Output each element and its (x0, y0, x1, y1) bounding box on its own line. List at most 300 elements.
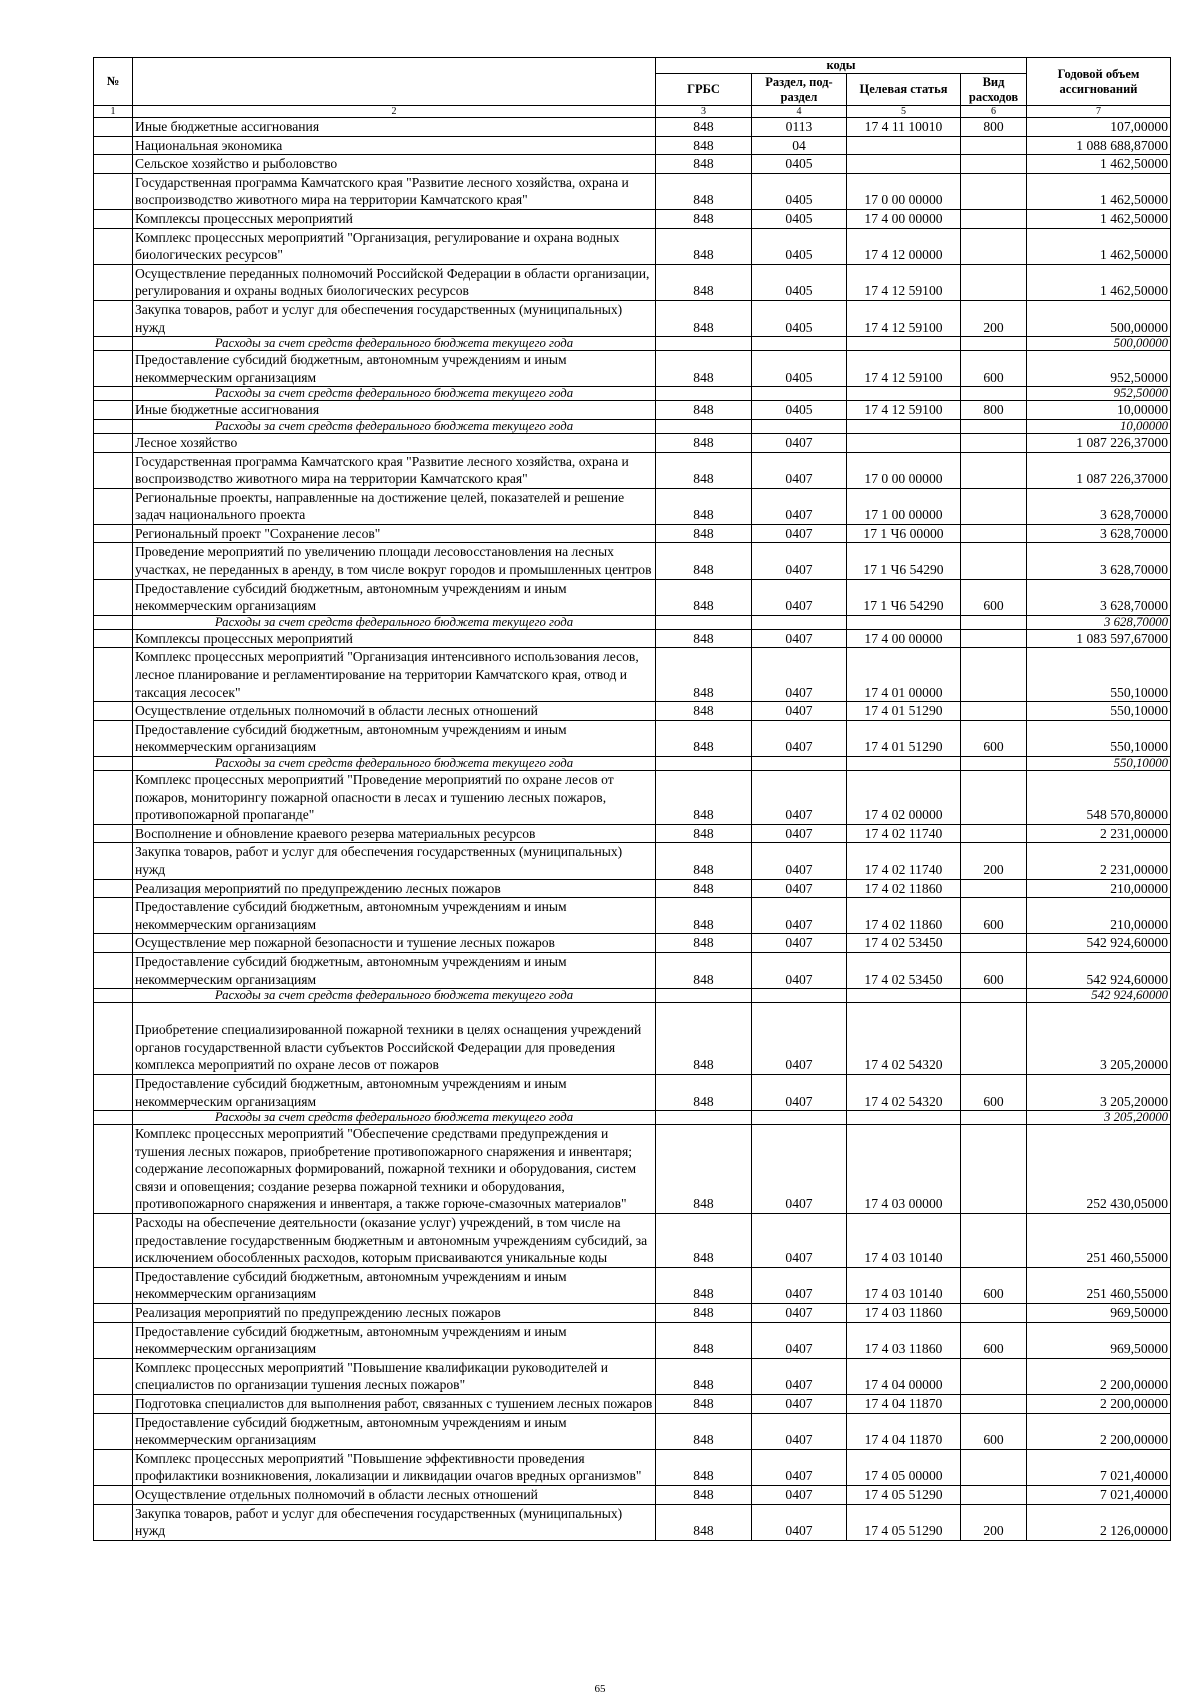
kind-cell: 800 (961, 401, 1027, 420)
section-cell: 0407 (752, 898, 847, 934)
amount-cell: 952,50000 (1027, 387, 1171, 401)
grbs-cell: 848 (656, 824, 752, 843)
table-row (94, 843, 1171, 879)
kind-cell (961, 702, 1027, 721)
section-cell: 0407 (752, 543, 847, 579)
grbs-cell (656, 757, 752, 771)
section-cell: 0405 (752, 228, 847, 264)
row-name-cell: Лесное хозяйство (133, 433, 656, 452)
amount-cell: 1 462,50000 (1027, 173, 1171, 209)
federal-funds-row (94, 757, 1171, 771)
section-cell: 0407 (752, 1395, 847, 1414)
section-cell: 0407 (752, 629, 847, 648)
table-row (94, 934, 1171, 953)
row-name-cell: Государственная программа Камчатского края "Развитие лесного хозяйства, охрана и воспроизводство животного мира на территории Камчатского края" (133, 173, 656, 209)
target-cell: 17 4 03 10140 (847, 1214, 961, 1268)
table-row (94, 300, 1171, 336)
amount-cell: 7 021,40000 (1027, 1485, 1171, 1504)
target-cell: 17 4 12 59100 (847, 401, 961, 420)
kind-cell: 600 (961, 952, 1027, 988)
grbs-cell: 848 (656, 173, 752, 209)
table-row (94, 629, 1171, 648)
table-row (94, 136, 1171, 155)
amount-cell: 542 924,60000 (1027, 934, 1171, 953)
section-cell (752, 989, 847, 1003)
header-section: Раздел, под-раздел (752, 74, 847, 106)
amount-cell: 3 205,20000 (1027, 1074, 1171, 1110)
row-num-cell (94, 648, 133, 702)
amount-cell: 1 088 688,87000 (1027, 136, 1171, 155)
target-cell: 17 4 12 00000 (847, 228, 961, 264)
kind-cell: 600 (961, 579, 1027, 615)
table-row (94, 524, 1171, 543)
row-num-cell (94, 300, 133, 336)
row-num-cell (94, 1214, 133, 1268)
amount-cell: 2 200,00000 (1027, 1395, 1171, 1414)
grbs-cell: 848 (656, 1003, 752, 1075)
section-cell: 0407 (752, 1449, 847, 1485)
section-cell (752, 615, 847, 629)
grbs-cell: 848 (656, 264, 752, 300)
section-cell: 0407 (752, 433, 847, 452)
row-num-cell (94, 1267, 133, 1303)
grbs-cell: 848 (656, 228, 752, 264)
section-cell: 04 (752, 136, 847, 155)
target-cell: 17 4 12 59100 (847, 351, 961, 387)
section-cell: 0407 (752, 702, 847, 721)
row-name-cell: Закупка товаров, работ и услуг для обеспечения государственных (муниципальных) нужд (133, 843, 656, 879)
table-row (94, 1504, 1171, 1540)
row-name-cell: Осуществление мер пожарной безопасности и тушение лесных пожаров (133, 934, 656, 953)
grbs-cell: 848 (656, 524, 752, 543)
row-name-cell: Предоставление субсидий бюджетным, автономным учреждениям и иным некоммерческим организациям (133, 1322, 656, 1358)
kind-cell (961, 155, 1027, 174)
table-row (94, 1074, 1171, 1110)
row-name-cell: Осуществление отдельных полномочий в области лесных отношений (133, 1485, 656, 1504)
amount-cell: 550,10000 (1027, 702, 1171, 721)
section-cell: 0113 (752, 118, 847, 137)
row-name-cell: Предоставление субсидий бюджетным, автономным учреждениям и иным некоммерческим организациям (133, 1413, 656, 1449)
section-cell: 0407 (752, 1358, 847, 1394)
row-num-cell (94, 952, 133, 988)
target-cell: 17 0 00 00000 (847, 173, 961, 209)
row-num-cell (94, 1358, 133, 1394)
row-num-cell (94, 452, 133, 488)
section-cell: 0407 (752, 1214, 847, 1268)
amount-cell: 10,00000 (1027, 401, 1171, 420)
section-cell: 0407 (752, 524, 847, 543)
table-row (94, 1267, 1171, 1303)
row-num-cell (94, 1449, 133, 1485)
kind-cell (961, 543, 1027, 579)
section-cell: 0407 (752, 1485, 847, 1504)
grbs-cell: 848 (656, 1358, 752, 1394)
amount-cell: 550,10000 (1027, 757, 1171, 771)
kind-cell (961, 387, 1027, 401)
amount-cell: 1 462,50000 (1027, 209, 1171, 228)
row-name-cell: Расходы за счет средств федерального бюджета текущего года (133, 387, 656, 401)
target-cell: 17 1 Ч6 54290 (847, 579, 961, 615)
table-row (94, 209, 1171, 228)
kind-cell (961, 452, 1027, 488)
row-num-cell (94, 387, 133, 401)
table-row (94, 1003, 1171, 1075)
row-name-cell: Комплекс процессных мероприятий "Проведение мероприятий по охране лесов от пожаров, мониторингу пожарной опасности в лесах и тушению лесных пожаров, противопожарной пропаганде" (133, 771, 656, 825)
table-row (94, 351, 1171, 387)
target-cell (847, 615, 961, 629)
amount-cell: 251 460,55000 (1027, 1267, 1171, 1303)
grbs-cell (656, 337, 752, 351)
row-num-cell (94, 337, 133, 351)
budget-table-body (94, 118, 1171, 1541)
grbs-cell: 848 (656, 934, 752, 953)
section-cell: 0405 (752, 264, 847, 300)
amount-cell: 2 231,00000 (1027, 843, 1171, 879)
target-cell (847, 419, 961, 433)
kind-cell (961, 1449, 1027, 1485)
row-name-cell: Восполнение и обновление краевого резерва материальных ресурсов (133, 824, 656, 843)
table-row (94, 579, 1171, 615)
row-num-cell (94, 879, 133, 898)
grbs-cell: 848 (656, 771, 752, 825)
amount-cell: 3 628,70000 (1027, 524, 1171, 543)
header-target: Целевая статья (847, 74, 961, 106)
amount-cell: 1 083 597,67000 (1027, 629, 1171, 648)
section-cell (752, 337, 847, 351)
section-cell: 0407 (752, 579, 847, 615)
amount-cell: 550,10000 (1027, 648, 1171, 702)
amount-cell: 1 462,50000 (1027, 228, 1171, 264)
target-cell: 17 4 05 51290 (847, 1485, 961, 1504)
target-cell: 17 4 05 51290 (847, 1504, 961, 1540)
page-number: 65 (594, 1683, 606, 1695)
kind-cell: 600 (961, 1074, 1027, 1110)
row-name-cell: Закупка товаров, работ и услуг для обеспечения государственных (муниципальных) нужд (133, 300, 656, 336)
colnum: 4 (752, 106, 847, 118)
kind-cell (961, 1003, 1027, 1075)
target-cell: 17 4 05 00000 (847, 1449, 961, 1485)
row-name-cell: Расходы за счет средств федерального бюджета текущего года (133, 989, 656, 1003)
header-annual: Годовой объем ассигнований (1027, 58, 1171, 106)
amount-cell: 251 460,55000 (1027, 1214, 1171, 1268)
kind-cell (961, 1125, 1027, 1214)
grbs-cell: 848 (656, 843, 752, 879)
target-cell: 17 4 00 00000 (847, 209, 961, 228)
kind-cell (961, 173, 1027, 209)
row-num-cell (94, 1003, 133, 1075)
row-name-cell: Государственная программа Камчатского края "Развитие лесного хозяйства, охрана и воспроизводство животного мира на территории Камчатского края" (133, 452, 656, 488)
row-num-cell (94, 1322, 133, 1358)
grbs-cell: 848 (656, 898, 752, 934)
grbs-cell: 848 (656, 488, 752, 524)
target-cell (847, 757, 961, 771)
target-cell: 17 4 02 54320 (847, 1074, 961, 1110)
row-name-cell: Предоставление субсидий бюджетным, автономным учреждениям и иным некоммерческим организациям (133, 952, 656, 988)
section-cell: 0405 (752, 173, 847, 209)
grbs-cell: 848 (656, 1413, 752, 1449)
table-row (94, 1413, 1171, 1449)
section-cell (752, 419, 847, 433)
federal-funds-row (94, 989, 1171, 1003)
kind-cell (961, 771, 1027, 825)
kind-cell: 800 (961, 118, 1027, 137)
column-number-row (94, 106, 1171, 118)
federal-funds-row (94, 419, 1171, 433)
colnum: 5 (847, 106, 961, 118)
row-name-cell: Приобретение специализированной пожарной техники в целях оснащения учреждений органов государственной власти субъектов Российской Федерации для проведения комплекса мероприятий по охране лесов от пожаров (133, 1003, 656, 1075)
table-row (94, 1485, 1171, 1504)
amount-cell: 548 570,80000 (1027, 771, 1171, 825)
amount-cell: 3 628,70000 (1027, 615, 1171, 629)
grbs-cell: 848 (656, 209, 752, 228)
section-cell (752, 1111, 847, 1125)
row-name-cell: Расходы на обеспечение деятельности (оказание услуг) учреждений, в том числе на предоставление государственным бюджетным и автономным учреждениям субсидий, за исключением обособленных расходов, которым присваиваются уникальные коды (133, 1214, 656, 1268)
section-cell (752, 387, 847, 401)
table-row (94, 1214, 1171, 1268)
row-name-cell: Расходы за счет средств федерального бюджета текущего года (133, 757, 656, 771)
target-cell (847, 989, 961, 1003)
amount-cell: 10,00000 (1027, 419, 1171, 433)
table-row (94, 452, 1171, 488)
target-cell: 17 4 01 00000 (847, 648, 961, 702)
section-cell: 0405 (752, 155, 847, 174)
header-kind: Вид расходов (961, 74, 1027, 106)
grbs-cell: 848 (656, 401, 752, 420)
table-row (94, 1449, 1171, 1485)
grbs-cell: 848 (656, 351, 752, 387)
row-name-cell: Предоставление субсидий бюджетным, автономным учреждениям и иным некоммерческим организациям (133, 898, 656, 934)
amount-cell: 1 087 226,37000 (1027, 433, 1171, 452)
amount-cell: 500,00000 (1027, 300, 1171, 336)
target-cell: 17 4 02 53450 (847, 952, 961, 988)
row-name-cell: Реализация мероприятий по предупреждению лесных пожаров (133, 879, 656, 898)
row-name-cell: Сельское хозяйство и рыболовство (133, 155, 656, 174)
target-cell (847, 136, 961, 155)
row-name-cell: Осуществление отдельных полномочий в области лесных отношений (133, 702, 656, 721)
target-cell: 17 4 02 00000 (847, 771, 961, 825)
target-cell: 17 4 04 11870 (847, 1395, 961, 1414)
row-num-cell (94, 757, 133, 771)
budget-table (93, 57, 1171, 1541)
budget-table-sheet (93, 57, 1170, 1541)
target-cell: 17 4 11 10010 (847, 118, 961, 137)
kind-cell (961, 419, 1027, 433)
kind-cell (961, 264, 1027, 300)
row-num-cell (94, 209, 133, 228)
grbs-cell: 848 (656, 952, 752, 988)
row-name-cell: Региональные проекты, направленные на достижение целей, показателей и решение задач национального проекта (133, 488, 656, 524)
kind-cell (961, 337, 1027, 351)
amount-cell: 952,50000 (1027, 351, 1171, 387)
target-cell: 17 1 00 00000 (847, 488, 961, 524)
grbs-cell: 848 (656, 1449, 752, 1485)
amount-cell: 969,50000 (1027, 1322, 1171, 1358)
amount-cell: 2 126,00000 (1027, 1504, 1171, 1540)
row-num-cell (94, 173, 133, 209)
table-row (94, 879, 1171, 898)
row-num-cell (94, 1413, 133, 1449)
kind-cell (961, 629, 1027, 648)
row-num-cell (94, 579, 133, 615)
table-row (94, 1125, 1171, 1214)
grbs-cell: 848 (656, 118, 752, 137)
kind-cell: 200 (961, 843, 1027, 879)
header-codes: коды (656, 58, 1027, 74)
header-grbs: ГРБС (656, 74, 752, 106)
section-cell: 0407 (752, 1003, 847, 1075)
table-row (94, 952, 1171, 988)
grbs-cell: 848 (656, 136, 752, 155)
kind-cell (961, 1485, 1027, 1504)
row-name-cell: Комплекс процессных мероприятий "Организация интенсивного использования лесов, лесное планирование и регламентирование на территории Камчатского края, отвод и таксация лесосек" (133, 648, 656, 702)
table-row (94, 173, 1171, 209)
row-name-cell: Региональный проект "Сохранение лесов" (133, 524, 656, 543)
row-name-cell: Реализация мероприятий по предупреждению лесных пожаров (133, 1304, 656, 1323)
row-name-cell: Комплекс процессных мероприятий "Повышение эффективности проведения профилактики возникновения, локализации и ликвидации очагов вредных организмов" (133, 1449, 656, 1485)
colnum: 1 (94, 106, 133, 118)
amount-cell: 7 021,40000 (1027, 1449, 1171, 1485)
amount-cell: 500,00000 (1027, 337, 1171, 351)
row-num-cell (94, 1395, 133, 1414)
row-name-cell: Предоставление субсидий бюджетным, автономным учреждениям и иным некоммерческим организациям (133, 1267, 656, 1303)
table-row (94, 771, 1171, 825)
kind-cell: 600 (961, 1413, 1027, 1449)
kind-cell: 600 (961, 351, 1027, 387)
amount-cell: 3 628,70000 (1027, 488, 1171, 524)
federal-funds-row (94, 615, 1171, 629)
target-cell: 17 4 12 59100 (847, 264, 961, 300)
row-num-cell (94, 351, 133, 387)
kind-cell (961, 1395, 1027, 1414)
section-cell: 0405 (752, 300, 847, 336)
grbs-cell: 848 (656, 1125, 752, 1214)
kind-cell (961, 615, 1027, 629)
target-cell: 17 4 04 00000 (847, 1358, 961, 1394)
table-row (94, 720, 1171, 756)
section-cell: 0407 (752, 879, 847, 898)
table-row (94, 1322, 1171, 1358)
section-cell: 0407 (752, 1504, 847, 1540)
kind-cell (961, 228, 1027, 264)
grbs-cell: 848 (656, 648, 752, 702)
grbs-cell: 848 (656, 702, 752, 721)
grbs-cell: 848 (656, 1504, 752, 1540)
row-num-cell (94, 629, 133, 648)
grbs-cell: 848 (656, 1395, 752, 1414)
row-num-cell (94, 118, 133, 137)
federal-funds-row (94, 1111, 1171, 1125)
row-num-cell (94, 824, 133, 843)
kind-cell: 600 (961, 720, 1027, 756)
row-name-cell: Предоставление субсидий бюджетным, автономным учреждениям и иным некоммерческим организациям (133, 720, 656, 756)
grbs-cell: 848 (656, 1485, 752, 1504)
target-cell: 17 4 01 51290 (847, 702, 961, 721)
row-name-cell: Иные бюджетные ассигнования (133, 401, 656, 420)
row-name-cell: Расходы за счет средств федерального бюджета текущего года (133, 337, 656, 351)
target-cell: 17 4 03 00000 (847, 1125, 961, 1214)
target-cell: 17 4 02 11860 (847, 898, 961, 934)
amount-cell: 3 205,20000 (1027, 1003, 1171, 1075)
kind-cell (961, 648, 1027, 702)
row-num-cell (94, 543, 133, 579)
grbs-cell: 848 (656, 720, 752, 756)
amount-cell: 1 087 226,37000 (1027, 452, 1171, 488)
row-name-cell: Предоставление субсидий бюджетным, автономным учреждениям и иным некоммерческим организациям (133, 1074, 656, 1110)
row-num-cell (94, 228, 133, 264)
kind-cell (961, 1304, 1027, 1323)
row-num-cell (94, 934, 133, 953)
section-cell: 0407 (752, 1267, 847, 1303)
kind-cell: 200 (961, 1504, 1027, 1540)
kind-cell (961, 209, 1027, 228)
grbs-cell: 848 (656, 629, 752, 648)
kind-cell (961, 989, 1027, 1003)
section-cell: 0407 (752, 488, 847, 524)
section-cell: 0407 (752, 648, 847, 702)
colnum: 7 (1027, 106, 1171, 118)
table-row (94, 488, 1171, 524)
target-cell: 17 4 00 00000 (847, 629, 961, 648)
target-cell: 17 4 03 11860 (847, 1304, 961, 1323)
target-cell: 17 4 02 54320 (847, 1003, 961, 1075)
section-cell: 0407 (752, 952, 847, 988)
target-cell: 17 1 Ч6 00000 (847, 524, 961, 543)
header-num: № (94, 58, 133, 106)
amount-cell: 3 205,20000 (1027, 1111, 1171, 1125)
grbs-cell: 848 (656, 452, 752, 488)
row-num-cell (94, 702, 133, 721)
row-name-cell: Национальная экономика (133, 136, 656, 155)
grbs-cell: 848 (656, 879, 752, 898)
table-row (94, 1358, 1171, 1394)
amount-cell: 1 462,50000 (1027, 264, 1171, 300)
target-cell (847, 387, 961, 401)
section-cell: 0405 (752, 351, 847, 387)
section-cell: 0405 (752, 401, 847, 420)
section-cell: 0407 (752, 1413, 847, 1449)
grbs-cell: 848 (656, 579, 752, 615)
row-name-cell: Иные бюджетные ассигнования (133, 118, 656, 137)
colnum: 3 (656, 106, 752, 118)
row-num-cell (94, 1125, 133, 1214)
target-cell: 17 4 12 59100 (847, 300, 961, 336)
table-row (94, 1395, 1171, 1414)
federal-funds-row (94, 387, 1171, 401)
table-row (94, 228, 1171, 264)
amount-cell: 3 628,70000 (1027, 543, 1171, 579)
section-cell: 0407 (752, 824, 847, 843)
row-num-cell (94, 898, 133, 934)
amount-cell: 1 462,50000 (1027, 155, 1171, 174)
row-num-cell (94, 1485, 133, 1504)
section-cell: 0407 (752, 452, 847, 488)
row-name-cell: Предоставление субсидий бюджетным, автономным учреждениям и иным некоммерческим организациям (133, 351, 656, 387)
row-num-cell (94, 264, 133, 300)
amount-cell: 550,10000 (1027, 720, 1171, 756)
kind-cell: 600 (961, 898, 1027, 934)
row-num-cell (94, 1074, 133, 1110)
kind-cell (961, 136, 1027, 155)
amount-cell: 2 200,00000 (1027, 1413, 1171, 1449)
section-cell: 0405 (752, 209, 847, 228)
row-name-cell: Проведение мероприятий по увеличению площади лесовосстановления на лесных участках, не переданных в аренду, в том числе вокруг городов и промышленных центров (133, 543, 656, 579)
table-row (94, 401, 1171, 420)
row-num-cell (94, 720, 133, 756)
table-row (94, 824, 1171, 843)
colnum: 6 (961, 106, 1027, 118)
row-num-cell (94, 155, 133, 174)
target-cell: 17 4 01 51290 (847, 720, 961, 756)
